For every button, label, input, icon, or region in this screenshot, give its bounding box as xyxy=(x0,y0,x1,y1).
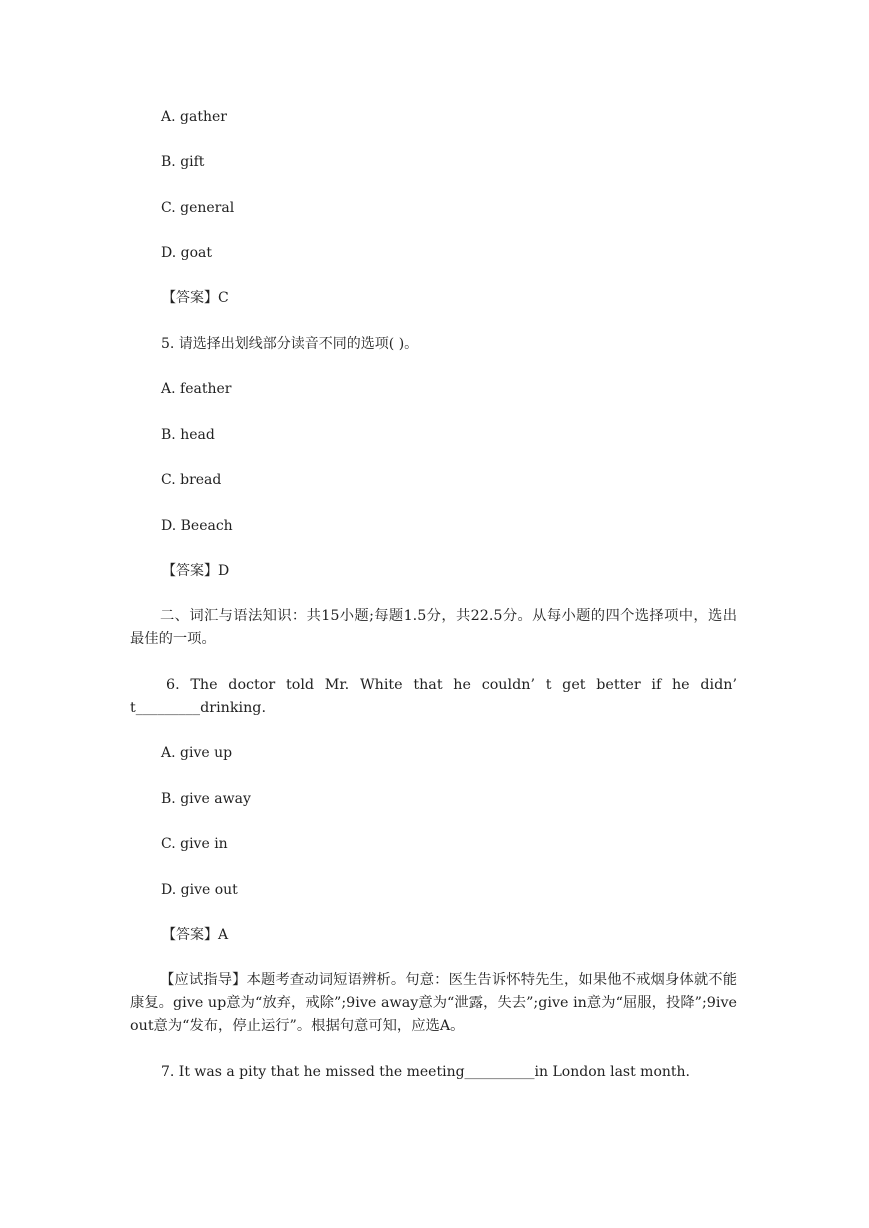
q6-option-a: A. give up xyxy=(161,745,233,761)
q7-question: 7. It was a pity that he missed the meeting__________in London last month. xyxy=(161,1064,690,1080)
q6-option-b: B. give away xyxy=(161,791,251,807)
q4-option-b: B. gift xyxy=(161,154,205,170)
q5-question: 5. 请选择出划线部分读音不同的选项( )。 xyxy=(161,336,419,352)
q6-question: 6. The doctor told Mr. White that he couldn’ t get better if he didn’ t_________drinking. xyxy=(130,677,737,716)
q4-option-c: C. general xyxy=(161,200,235,216)
q6-explanation: 【应试指导】本题考查动词短语辨析。句意：医生告诉怀特先生，如果他不戒烟身体就不能康复。give up意为“放弃，戒除”;9ive away意为“泄露，失去”;give in意为“屈服，投降”;9ive out意为“发布，停止运行”。根据句意可知，应选A。 xyxy=(130,972,737,1034)
section-heading: 二、词汇与语法知识：共15小题;每题1.5分，共22.5分。从每小题的四个选择项中，选出最佳的一项。 xyxy=(130,608,737,647)
q5-option-c: C. bread xyxy=(161,472,222,488)
q6-answer: 【答案】A xyxy=(162,927,229,943)
q5-answer: 【答案】D xyxy=(162,563,230,579)
q4-option-a: A. gather xyxy=(161,109,227,125)
q5-option-a: A. feather xyxy=(161,381,232,397)
q5-option-b: B. head xyxy=(161,427,215,443)
q6-option-c: C. give in xyxy=(161,836,228,852)
q4-answer: 【答案】C xyxy=(162,290,229,306)
q4-option-d: D. goat xyxy=(161,245,212,261)
q5-option-d: D. Beeach xyxy=(161,518,233,534)
q6-option-d: D. give out xyxy=(161,882,238,898)
